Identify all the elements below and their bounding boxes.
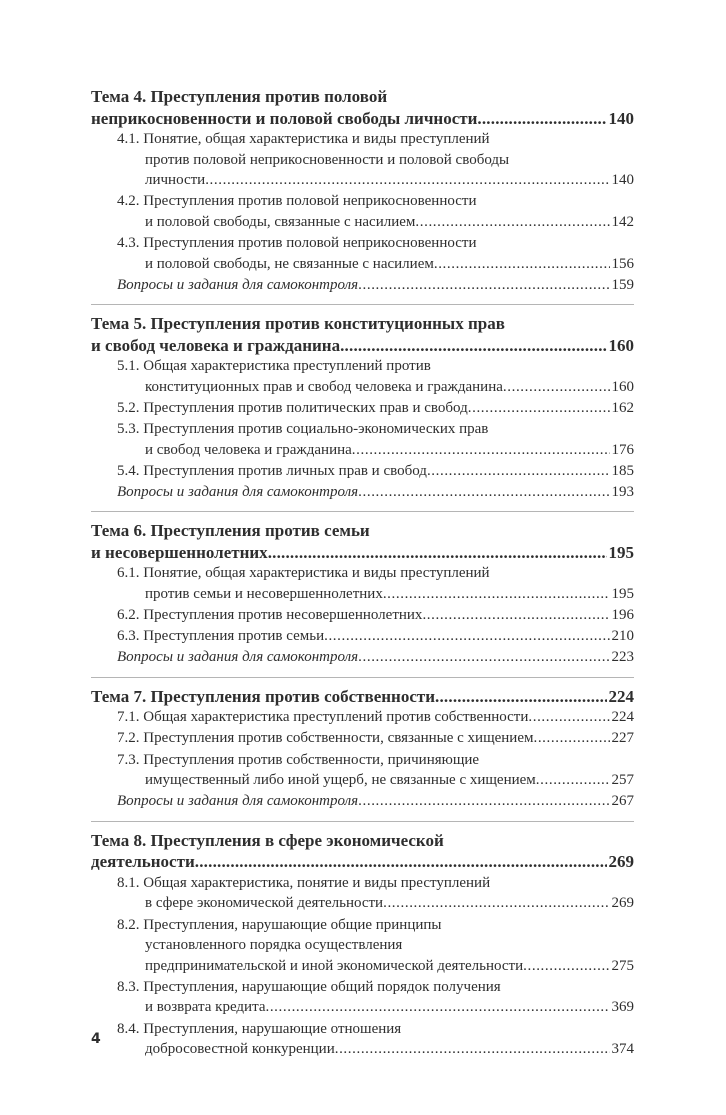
topic-title xyxy=(91,686,634,708)
toc-line xyxy=(117,935,634,956)
table-of-contents xyxy=(91,86,634,1060)
toc-line xyxy=(91,86,634,108)
page-ref: 257 xyxy=(611,772,634,789)
dot-leader xyxy=(434,254,610,275)
dot-leader xyxy=(383,893,609,914)
page-ref: 160 xyxy=(608,335,634,355)
toc-entry[interactable] xyxy=(91,356,634,397)
toc-line xyxy=(117,233,634,254)
page-ref: 160 xyxy=(611,378,634,395)
entry-text: имущественный либо иной ущерб, не связанные с хищением xyxy=(145,772,536,789)
page-ref: 156 xyxy=(611,255,634,272)
toc-line xyxy=(91,542,634,564)
entry-text: 6.1. Понятие, общая характеристика и виды преступлений xyxy=(117,565,490,582)
toc-line xyxy=(117,563,634,584)
toc-entry[interactable] xyxy=(91,728,634,749)
entry-text: предпринимательской и иной экономической деятельности xyxy=(145,957,524,974)
self-check-questions-entry[interactable] xyxy=(91,275,634,296)
page-ref: 162 xyxy=(611,399,634,416)
entry-text: и свобод человека и гражданина xyxy=(91,335,341,355)
page-ref: 195 xyxy=(608,542,634,562)
entry-text: Тема 6. Преступления против семьи xyxy=(91,521,370,541)
page-ref: 195 xyxy=(611,586,634,602)
page-ref: 223 xyxy=(611,649,634,666)
entry-text: и свобод человека и гражданина xyxy=(145,441,352,458)
entry-text: неприкосновенности и половой свободы личности xyxy=(91,108,478,128)
toc-line xyxy=(117,129,634,150)
topic-title xyxy=(91,86,634,129)
entry-text: 8.1. Общая характеристика, понятие и виды преступлений xyxy=(117,874,491,891)
page-ref: 275 xyxy=(611,957,634,974)
page-ref: 374 xyxy=(611,1041,634,1058)
entry-text: личности xyxy=(145,172,206,189)
dot-leader xyxy=(477,108,606,130)
entry-text: добросовестной конкуренции xyxy=(145,1041,335,1058)
toc-line xyxy=(117,377,634,398)
entry-text: 5.1. Общая характеристика преступлений против xyxy=(117,358,431,375)
self-check-questions-entry[interactable] xyxy=(91,647,634,668)
entry-text: Тема 5. Преступления против конституционных прав xyxy=(91,314,505,334)
toc-entry[interactable] xyxy=(91,605,634,626)
self-check-questions-entry[interactable] xyxy=(91,791,634,812)
entry-text: 7.1. Общая характеристика преступлений против собственности xyxy=(117,709,529,726)
topic-title xyxy=(91,830,634,873)
toc-line xyxy=(117,915,634,936)
dot-leader xyxy=(503,377,610,398)
toc-entry[interactable] xyxy=(91,191,634,232)
dot-leader xyxy=(435,686,606,708)
toc-topic-section xyxy=(91,304,634,502)
entry-text: 5.3. Преступления против социально-экономических прав xyxy=(117,421,489,438)
toc-line xyxy=(117,191,634,212)
page-ref: 140 xyxy=(608,108,634,128)
entry-text: и половой свободы, не связанные с насилием xyxy=(145,255,434,272)
toc-topic-section xyxy=(91,677,634,812)
entry-text: 8.2. Преступления, нарушающие общие принципы xyxy=(117,916,442,933)
entry-text: против половой неприкосновенности и половой свободы xyxy=(145,151,510,168)
self-check-questions-entry[interactable] xyxy=(91,482,634,503)
toc-entry[interactable] xyxy=(91,1019,634,1060)
dot-leader xyxy=(324,626,609,647)
entry-text: и несовершеннолетних xyxy=(91,542,268,562)
toc-line xyxy=(91,686,634,708)
toc-line xyxy=(117,461,634,482)
page-ref: 185 xyxy=(611,462,634,479)
dot-leader xyxy=(523,956,609,977)
dot-leader xyxy=(352,440,610,461)
entry-text: Тема 7. Преступления против собственности xyxy=(91,686,436,706)
toc-line xyxy=(117,956,634,977)
toc-line xyxy=(117,584,634,605)
entry-text: 8.3. Преступления, нарушающие общий порядок получения xyxy=(117,978,501,995)
entry-text: установленного порядка осуществления xyxy=(145,937,403,954)
dot-leader xyxy=(335,1039,610,1060)
entry-text: и возврата кредита xyxy=(145,999,266,1016)
dot-leader xyxy=(265,997,609,1018)
dot-leader xyxy=(195,851,607,873)
entry-text: 6.3. Преступления против семьи xyxy=(117,628,325,645)
toc-line xyxy=(117,254,634,275)
dot-leader xyxy=(268,542,607,564)
toc-entry[interactable] xyxy=(91,750,634,791)
dot-leader xyxy=(358,647,609,668)
page-ref: 142 xyxy=(611,213,634,230)
toc-line xyxy=(91,520,634,542)
entry-text: 7.2. Преступления против собственности, связанные с хищением xyxy=(117,730,534,747)
entry-text: 4.1. Понятие, общая характеристика и виды преступлений xyxy=(117,131,490,147)
page-ref: 224 xyxy=(611,709,634,726)
entry-text: 7.3. Преступления против собственности, причиняющие xyxy=(117,751,480,768)
toc-line xyxy=(117,707,634,728)
entry-text: Вопросы и задания для самоконтроля xyxy=(117,483,359,500)
entry-text: 8.4. Преступления, нарушающие отношения xyxy=(117,1020,402,1037)
page-ref: 269 xyxy=(608,852,634,872)
toc-line xyxy=(117,750,634,771)
toc-line xyxy=(117,605,634,626)
toc-topic-section xyxy=(91,821,634,1060)
toc-line xyxy=(117,150,634,171)
entry-text: Вопросы и задания для самоконтроля xyxy=(117,276,359,293)
toc-line xyxy=(117,1039,634,1060)
topic-title xyxy=(91,313,634,356)
toc-line xyxy=(91,830,634,852)
entry-text: 5.4. Преступления против личных прав и свобод xyxy=(117,462,427,479)
toc-entry[interactable] xyxy=(91,398,634,419)
toc-line xyxy=(117,728,634,749)
toc-entry[interactable] xyxy=(91,563,634,604)
toc-topic-section xyxy=(91,86,634,295)
dot-leader xyxy=(533,728,609,749)
toc-line xyxy=(117,356,634,377)
entry-text: 4.2. Преступления против половой неприкосновенности xyxy=(117,193,477,210)
entry-text: и половой свободы, связанные с насилием xyxy=(145,213,416,230)
toc-line xyxy=(117,440,634,461)
toc-line xyxy=(117,398,634,419)
page-ref: 210 xyxy=(611,628,634,645)
toc-line xyxy=(91,335,634,357)
toc-entry[interactable] xyxy=(91,873,634,914)
toc-line xyxy=(117,1019,634,1040)
dot-leader xyxy=(468,398,610,419)
entry-text: против семьи и несовершеннолетних xyxy=(145,586,383,602)
toc-line xyxy=(117,170,634,191)
toc-line xyxy=(91,108,634,130)
entry-text: в сфере экономической деятельности xyxy=(145,895,384,912)
toc-line xyxy=(91,313,634,335)
toc-line xyxy=(117,977,634,998)
dot-leader xyxy=(528,707,609,728)
toc-line xyxy=(117,626,634,647)
page-ref: 196 xyxy=(611,607,634,624)
toc-entry[interactable] xyxy=(91,129,634,191)
toc-line xyxy=(117,997,634,1018)
toc-line xyxy=(117,212,634,233)
dot-leader xyxy=(415,212,609,233)
page-ref: 159 xyxy=(611,276,634,293)
toc-line xyxy=(117,873,634,894)
toc-topic-section xyxy=(91,511,634,667)
dot-leader xyxy=(205,170,609,191)
entry-text: деятельности xyxy=(91,852,195,872)
toc-line xyxy=(117,482,634,503)
dot-leader xyxy=(536,770,610,791)
page-ref: 227 xyxy=(611,730,634,747)
toc-entry[interactable] xyxy=(91,915,634,977)
entry-text: 5.2. Преступления против политических прав и свобод xyxy=(117,399,468,416)
dot-leader xyxy=(358,275,609,296)
toc-entry[interactable] xyxy=(91,419,634,460)
page-ref: 369 xyxy=(611,999,634,1016)
entry-text: 4.3. Преступления против половой неприкосновенности xyxy=(117,234,477,251)
toc-line xyxy=(117,647,634,668)
page-ref: 269 xyxy=(611,895,634,912)
dot-leader xyxy=(358,791,609,812)
dot-leader xyxy=(358,482,609,503)
toc-line xyxy=(117,419,634,440)
topic-title xyxy=(91,520,634,563)
toc-entry[interactable] xyxy=(91,626,634,647)
page-ref: 224 xyxy=(608,686,634,706)
entry-text: конституционных прав и свобод человека и гражданина xyxy=(145,378,503,395)
dot-leader xyxy=(422,605,609,626)
toc-entry[interactable] xyxy=(91,707,634,728)
page-ref: 140 xyxy=(611,172,634,189)
toc-line xyxy=(117,275,634,296)
toc-entry[interactable] xyxy=(91,461,634,482)
toc-entry[interactable] xyxy=(91,977,634,1018)
toc-line xyxy=(117,770,634,791)
toc-line xyxy=(117,791,634,812)
page-ref: 193 xyxy=(611,483,634,500)
entry-text: 6.2. Преступления против несовершеннолетних xyxy=(117,607,423,624)
page-number: 4 xyxy=(91,1031,101,1047)
entry-text: Вопросы и задания для самоконтроля xyxy=(117,793,359,810)
toc-entry[interactable] xyxy=(91,233,634,274)
page-ref: 176 xyxy=(611,441,634,458)
dot-leader xyxy=(427,461,610,482)
entry-text: Тема 4. Преступления против половой xyxy=(91,87,388,106)
entry-text: Тема 8. Преступления в сфере экономической xyxy=(91,830,444,850)
page-ref: 267 xyxy=(611,793,634,810)
toc-line xyxy=(117,893,634,914)
dot-leader xyxy=(340,335,606,357)
dot-leader xyxy=(383,584,610,605)
toc-line xyxy=(91,851,634,873)
entry-text: Вопросы и задания для самоконтроля xyxy=(117,649,359,666)
